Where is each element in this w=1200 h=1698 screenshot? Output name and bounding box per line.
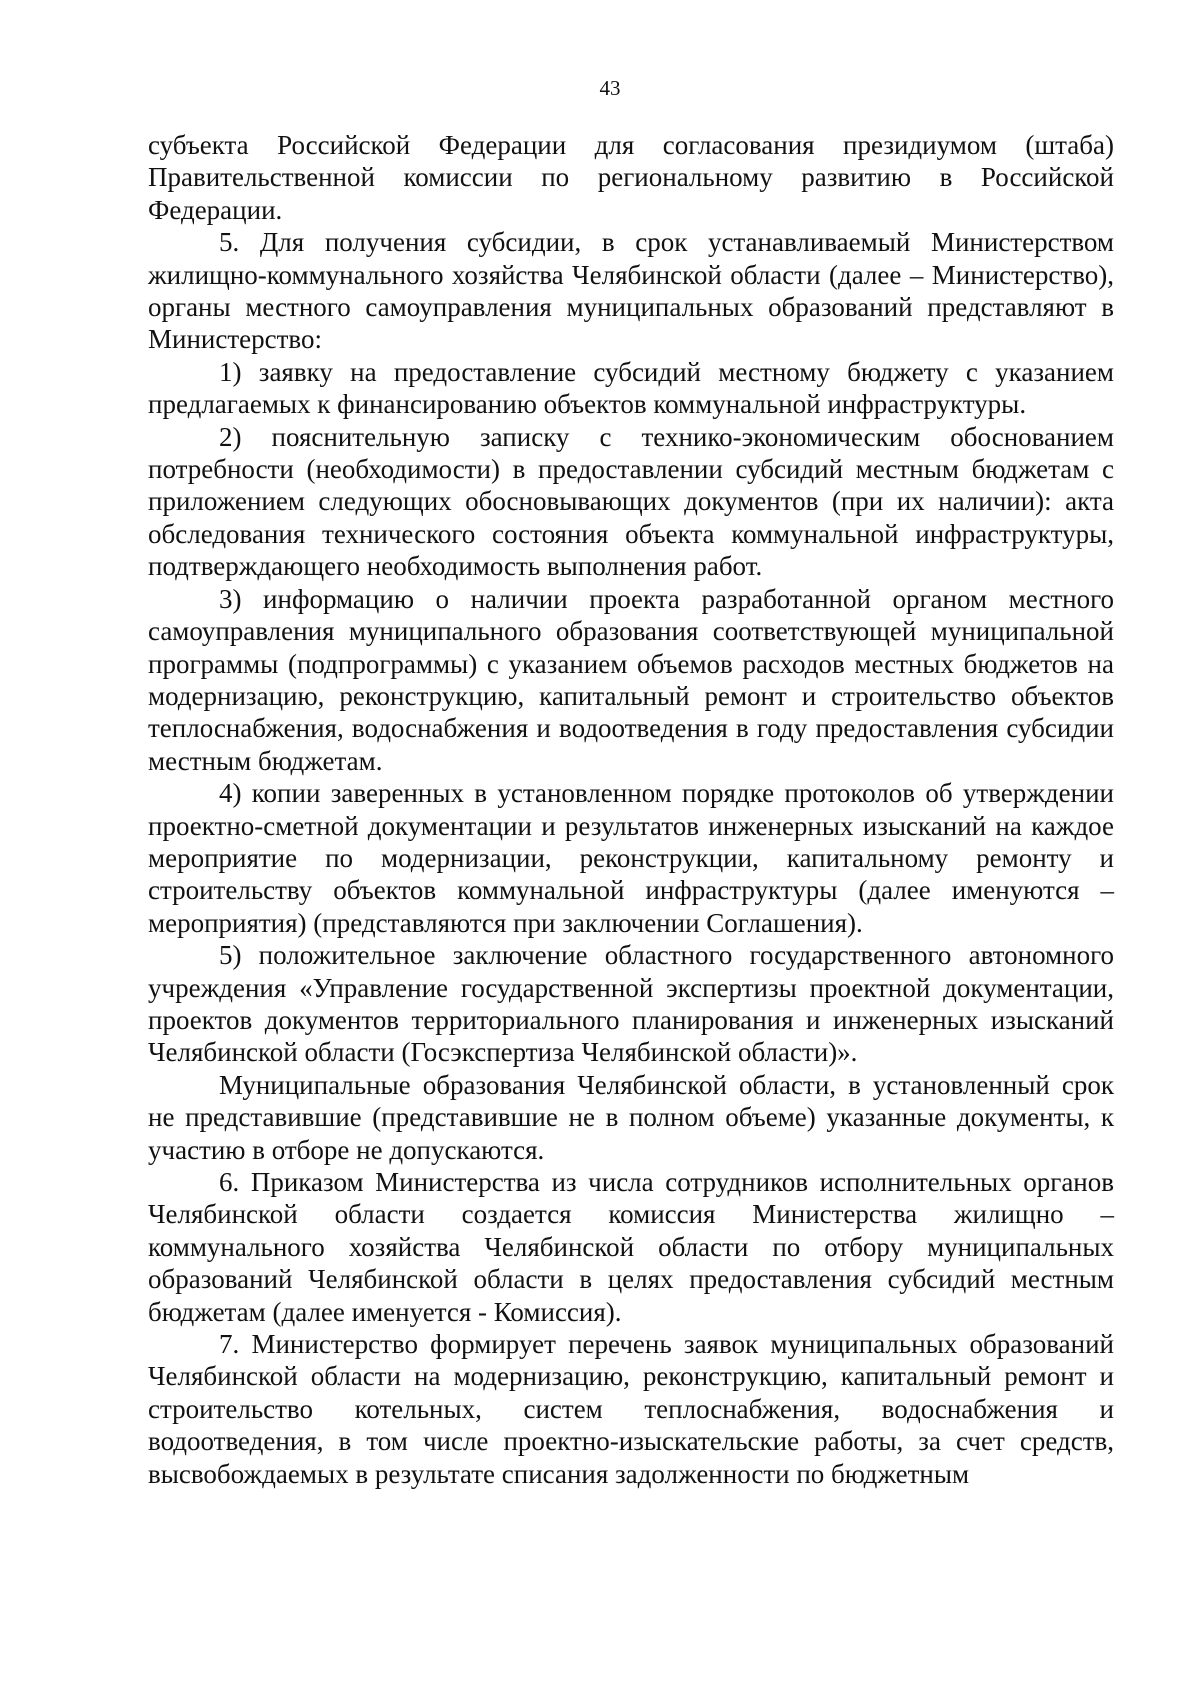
paragraph-subitem-3: 3) информацию о наличии проекта разработанной органом местного самоуправления муниципального образования соответствующей муниципальной программы (подпрограммы) с указанием объемов расходов местных бюджетов на модернизацию, реконструкцию, капитальный ремонт и строительство объектов теплоснабжения, водоснабжения и водоотведения в году предоставления субсидии местным бюджетам. xyxy=(148,583,1114,776)
paragraph-item-6: 6. Приказом Министерства из числа сотрудников исполнительных органов Челябинской области создается комиссия Министерства жилищно – коммунального хозяйства Челябинской области по отбору муниципальных образований Челябинской области в целях предоставления субсидий местным бюджетам (далее именуется - Комиссия). xyxy=(148,1167,1114,1327)
paragraph-subitem-5: 5) положительное заключение областного государственного автономного учреждения «Управление государственной экспертизы проектной документации, проектов документов территориального планирования и инженерных изысканий Челябинской области (Госэкспертиза Челябинской области)». xyxy=(148,940,1114,1068)
paragraph-subitem-2: 2) пояснительную записку с технико-экономическим обоснованием потребности (необходимости) в предоставлении субсидий местным бюджетам с приложением следующих обосновывающих документов (при их наличии): акта обследования технического состояния объекта коммунальной инфраструктуры, подтверждающего необходимость выполнения работ. xyxy=(148,421,1114,582)
document-body xyxy=(148,129,1114,1490)
paragraph-item-7: 7. Министерство формирует перечень заявок муниципальных образований Челябинской области на модернизацию, реконструкцию, капитальный ремонт и строительство котельных, систем теплоснабжения, водоснабжения и водоотведения, в том числе проектно-изыскательские работы, за счет средств, высвобождаемых в результате списания задолженности по бюджетным xyxy=(148,1329,1114,1489)
paragraph-subitem-4: 4) копии заверенных в установленном порядке протоколов об утверждении проектно-сметной документации и результатов инженерных изысканий на каждое мероприятие по модернизации, реконструкции, капитальному ремонту и строительству объектов коммунальной инфраструктуры (далее именуются – мероприятия) (представляются при заключении Соглашения). xyxy=(148,778,1114,938)
page-number: 43 xyxy=(599,76,621,100)
paragraph-continuation: субъекта Российской Федерации для согласования президиумом (штаба) Правительственной комиссии по региональному развитию в Российской Федерации. xyxy=(148,130,1114,225)
paragraph-subitem-1: 1) заявку на предоставление субсидий местному бюджету с указанием предлагаемых к финансированию объектов коммунальной инфраструктуры. xyxy=(148,356,1114,420)
paragraph-item-5: 5. Для получения субсидии, в срок устанавливаемый Министерством жилищно-коммунального хозяйства Челябинской области (далее – Министерство), органы местного самоуправления муниципальных образований представляют в Министерство: xyxy=(148,227,1114,355)
paragraph-admission-note: Муниципальные образования Челябинской области, в установленный срок не представившие (представившие не в полном объеме) указанные документы, к участию в отборе не допускаются. xyxy=(148,1069,1114,1165)
